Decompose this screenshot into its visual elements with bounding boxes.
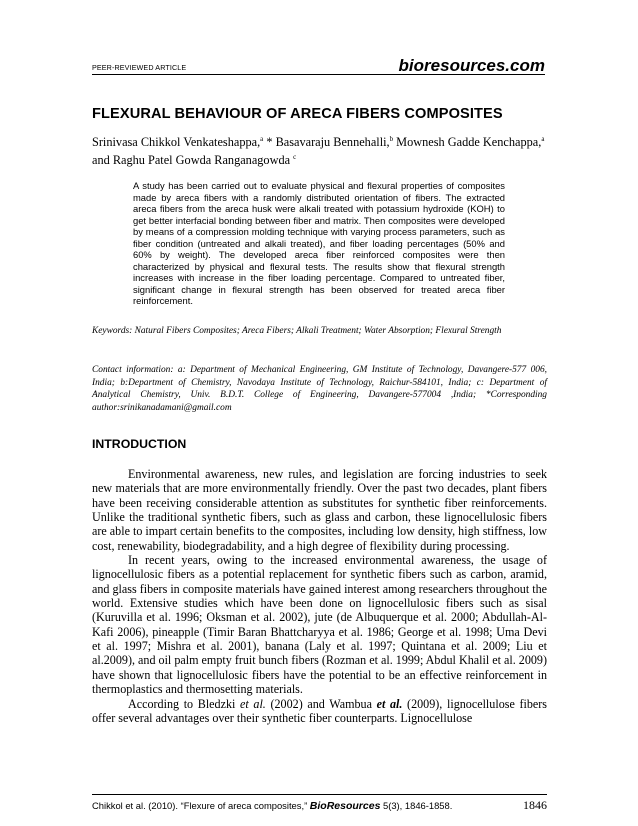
paragraph-1: Environmental awareness, new rules, and legislation are forcing industries to seek new materials that are more environmentally friendly. Over the past two decades, plant fibers have been receiving considerable attention as substitutes for synthetic fiber reinforcements. Unlike the traditional synthetic fibers, such as glass and carbon, these lignocellulosic fibers are able to impart certain benefits to the composites, including low density, high stiffness, low cost, renewability, biodegradability, and a high degree of flexibility during processing. [92,467,547,553]
author-1-affiliation: a [260,134,264,143]
author-3: Mownesh Gadde Kenchappa, [393,135,542,149]
paragraph-2: In recent years, owing to the increased environmental awareness, the usage of lignocellulosic fibers as a potential replacement for synthetic fibers such as carbon, aramid, and glass fibers in composite materials have gained interest among researchers throughout the world. Extensive studies which have been done on lignocellulosic fibers such as sisal (Kuruvilla et al. 1996; Oksman et al. 2002), jute (de Albuquerque et al. 2000; Abdullah-Al-Kafi 2006), pineapple (Timir Baran Bhattcharyya et al. 1986; George et al. 1998; Uma Devi et al. 1997; Mishra et al. 2001), banana (Laly et al. 1997; Quintana et al. 2009; Liu et al.2009), and oil palm empty fruit bunch fibers (Rozman et al. 1999; Abdul Khalil et al. 2009) have shown that lignocellulosic fibers have the potential to be an effective reinforcement in thermoplastics and thermosetting materials. [92,553,547,697]
footer-citation-text: Chikkol et al. (2010). “Flexure of areca composites,” [92,800,310,811]
paragraph-3-etal: et al. [240,696,266,711]
author-2-affiliation: b [389,134,394,143]
footer-journal-name: BioResources [309,800,381,812]
paragraph-3-text: (2009), lignocellulose fibers offer several advantages over their synthetic fiber counterparts. Lignocellulose [92,696,547,725]
header-article-type: PEER-REVIEWED ARTICLE [92,63,187,72]
paragraph-3 [92,697,547,726]
author-4-affiliation: c [293,152,297,161]
author-2: * Basavaraju Bennehalli, [263,135,390,149]
page-footer [92,794,547,813]
paragraph-3-text: According to Bledzki [128,696,241,711]
author-3-affiliation: a [541,134,545,143]
author-list [92,133,547,169]
author-1: Srinivasa Chikkol Venkateshappa, [92,135,261,149]
footer-citation [92,800,452,812]
keywords: Keywords: Natural Fibers Composites; Areca Fibers; Alkali Treatment; Water Absorption; Flexural Strength [92,326,502,336]
page-number: 1846 [523,798,547,812]
author-4: and Raghu Patel Gowda Ranganagowda [92,153,294,167]
paragraph-3-etal: et al. [376,696,403,711]
article-title: FLEXURAL BEHAVIOUR OF ARECA FIBERS COMPOSITES [92,106,503,122]
section-heading-introduction: INTRODUCTION [92,437,187,451]
footer-citation-volume: 5(3), 1846-1858. [380,800,453,811]
paragraph-3-text: (2002) and Wambua [265,696,377,711]
header-journal-site: bioresources.com [398,56,545,75]
page-header [92,52,545,75]
abstract: A study has been carried out to evaluate physical and flexural properties of composites made by areca fibers with a randomly distributed orientation of fibers. The extracted areca fibers from the areca husk were alkali treated with potassium hydroxide (KOH) to get better interfacial bonding between fiber and matrix. Then composites were developed by means of a compression molding technique with varying process parameters, such as fiber condition (untreated and alkali treated), and fiber loading percentages (50% and 60% by weight). The developed areca fiber reinforced composites were then characterized by physical and flexural tests. The results show that flexural strength increases with increase in the fiber loading percentage. Compared to untreated fiber, significant change in flexural strength has been observed for treated areca fiber reinforcement. [133,180,505,307]
contact-information: Contact information: a: Department of Mechanical Engineering, GM Institute of Technology, Davangere-577 006, India; b:Department of Chemistry, Navodaya Institute of Technology, Raichur-584101, India; c: Department of Analytical Chemistry, Univ. B.D.T. College of Engineering, Davangere-577004 ,India; *Corresponding author:srinikanadamani@gmail.com [92,365,547,413]
introduction-body [92,467,547,725]
